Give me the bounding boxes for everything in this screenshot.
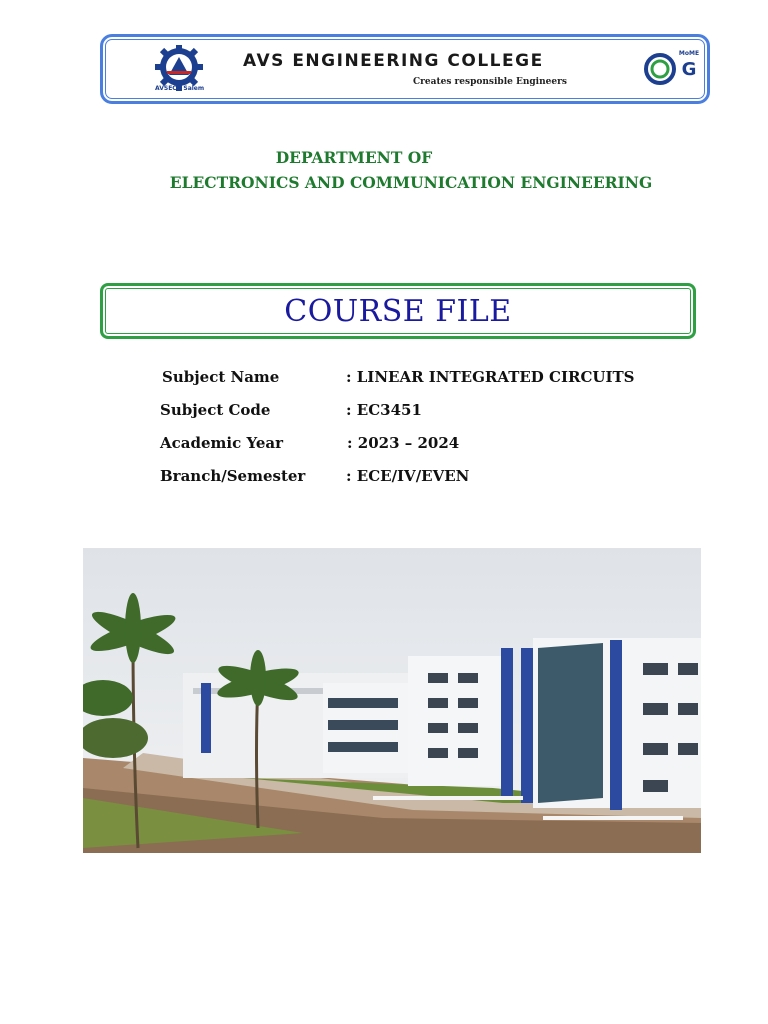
subject-code-value: : EC3451 — [346, 401, 422, 419]
department-line-1: DEPARTMENT OF — [275, 148, 433, 167]
course-title-box — [100, 283, 696, 339]
department-line-2: ELECTRONICS AND COMMUNICATION ENGINEERING — [169, 173, 653, 192]
svg-text:G: G — [681, 59, 697, 80]
college-tagline: Creates responsible Engineers — [413, 77, 567, 87]
subject-name-value: : LINEAR INTEGRATED CIRCUITS — [346, 368, 635, 386]
academic-year-value: : 2023 – 2024 — [347, 434, 460, 452]
course-title: COURSE FILE — [284, 294, 512, 329]
green-college-logo-icon — [643, 47, 701, 91]
logo-badge-text: MoME — [678, 50, 700, 57]
subject-code-label: Subject Code — [160, 401, 271, 419]
academic-year-label: Academic Year — [160, 434, 284, 452]
subject-name-label: Subject Name — [162, 368, 280, 386]
college-header — [100, 34, 710, 104]
logo-caption: AVSEC - Salem — [155, 85, 205, 92]
branch-semester-label: Branch/Semester — [160, 467, 306, 485]
campus-photo — [83, 548, 701, 853]
branch-semester-value: : ECE/IV/EVEN — [346, 467, 470, 485]
college-name: AVS ENGINEERING COLLEGE — [243, 51, 544, 71]
